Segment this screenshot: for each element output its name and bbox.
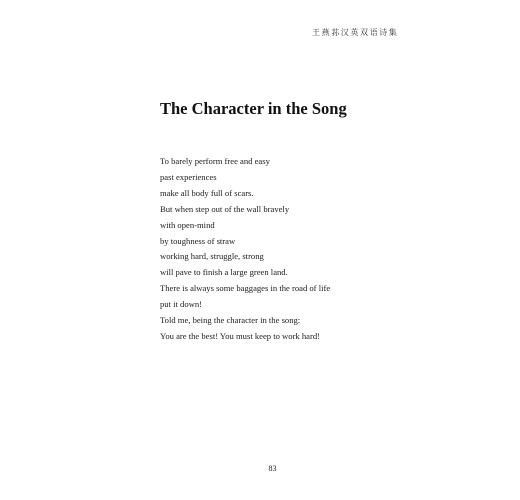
poem-line: Told me, being the character in the song:	[160, 315, 301, 326]
poem-line: There is always some baggages in the road of life	[160, 283, 331, 294]
poem-line: with open-mind	[160, 219, 215, 230]
poem-line: make all body full of scars.	[160, 187, 254, 198]
poem-line: But when step out of the wall bravely	[160, 203, 290, 214]
page-number: 83	[268, 464, 277, 473]
poem-line: You are the best! You must keep to work hard!	[160, 330, 321, 341]
poem-line: by toughness of straw	[160, 235, 236, 246]
poem-body	[160, 154, 330, 345]
poem-line: To barely perform free and easy	[160, 156, 270, 166]
poem-title: The Character in the Song	[160, 99, 347, 118]
poem-line: will pave to finish a large green land.	[160, 267, 288, 278]
running-header: 王燕荪汉英双语诗集	[312, 28, 399, 37]
poem-line: working hard, struggle, strong	[160, 251, 264, 262]
poem-line: past experiences	[160, 171, 217, 182]
poem-line: put it down!	[160, 299, 203, 310]
